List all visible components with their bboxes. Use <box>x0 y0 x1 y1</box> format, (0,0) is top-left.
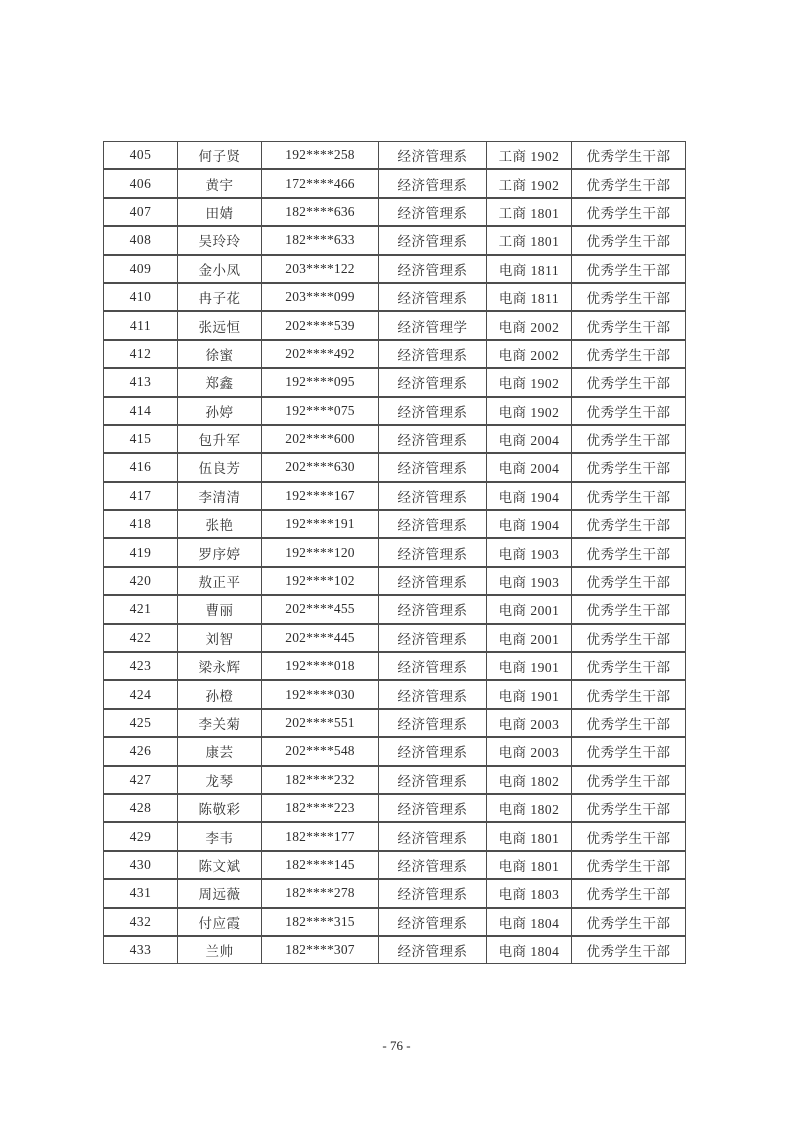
table-cell: 406 <box>129 175 152 191</box>
table-cell: 192****030 <box>261 681 378 707</box>
table-cell: 411 <box>129 317 152 333</box>
table-cell: 经济管理系 <box>378 199 486 225</box>
table-cell: 优秀学生干部 <box>571 568 685 594</box>
awards-table <box>103 141 686 964</box>
table-cell: 经济管理系 <box>378 483 486 509</box>
table-cell: 407 <box>129 203 152 219</box>
table-cell: 刘智 <box>177 625 261 651</box>
table-cell: 敖正平 <box>177 568 261 594</box>
table-cell: 电商 1804 <box>486 909 571 935</box>
table-cell: 408 <box>129 232 152 248</box>
table-cell: 电商 1901 <box>486 653 571 679</box>
table-cell: 经济管理学 <box>378 312 486 338</box>
table-cell: 金小凤 <box>177 256 261 282</box>
table-cell: 优秀学生干部 <box>571 454 685 480</box>
table-cell: 优秀学生干部 <box>571 681 685 707</box>
table-cell: 202****539 <box>261 312 378 338</box>
table-cell: 192****191 <box>261 511 378 537</box>
table-row <box>103 595 686 623</box>
table-cell: 413 <box>129 374 152 390</box>
table-row <box>103 879 686 907</box>
table-cell: 经济管理系 <box>378 426 486 452</box>
table-cell: 优秀学生干部 <box>571 369 685 395</box>
table-cell: 付应霞 <box>177 909 261 935</box>
table-cell: 张艳 <box>177 511 261 537</box>
table-cell: 冉子花 <box>177 284 261 310</box>
table-cell: 432 <box>129 913 152 929</box>
table-cell: 电商 1902 <box>486 369 571 395</box>
table-cell: 202****455 <box>261 596 378 622</box>
table-cell: 周远薇 <box>177 880 261 906</box>
table-cell: 202****492 <box>261 341 378 367</box>
table-cell: 工商 1801 <box>486 227 571 253</box>
table-row <box>103 567 686 595</box>
table-cell: 416 <box>129 459 152 475</box>
table-cell: 电商 2003 <box>486 710 571 736</box>
table-cell: 陈敬彩 <box>177 795 261 821</box>
table-row <box>103 397 686 425</box>
table-cell: 优秀学生干部 <box>571 738 685 764</box>
table-cell: 经济管理系 <box>378 284 486 310</box>
table-cell: 电商 1801 <box>486 823 571 849</box>
table-cell: 孙婷 <box>177 398 261 424</box>
table-cell: 吴玲玲 <box>177 227 261 253</box>
table-cell: 工商 1902 <box>486 142 571 168</box>
table-cell: 优秀学生干部 <box>571 767 685 793</box>
table-cell: 优秀学生干部 <box>571 142 685 168</box>
table-cell: 电商 1903 <box>486 568 571 594</box>
table-cell: 电商 1802 <box>486 767 571 793</box>
table-cell: 电商 1902 <box>486 398 571 424</box>
table-row <box>103 851 686 879</box>
table-cell: 经济管理系 <box>378 511 486 537</box>
table-cell: 电商 1811 <box>486 284 571 310</box>
table-row <box>103 936 686 964</box>
table-cell: 经济管理系 <box>378 539 486 565</box>
table-cell: 优秀学生干部 <box>571 511 685 537</box>
table-cell: 409 <box>129 260 152 276</box>
table-cell: 田婧 <box>177 199 261 225</box>
table-cell: 经济管理系 <box>378 880 486 906</box>
table-cell: 202****630 <box>261 454 378 480</box>
page-number: - 76 - <box>382 1038 411 1053</box>
table-cell: 192****167 <box>261 483 378 509</box>
table-cell: 优秀学生干部 <box>571 539 685 565</box>
table-cell: 425 <box>129 715 152 730</box>
table-cell: 经济管理系 <box>378 568 486 594</box>
table-cell: 电商 2001 <box>486 625 571 651</box>
table-cell: 412 <box>129 345 152 361</box>
table-cell: 罗序婷 <box>177 539 261 565</box>
table-cell: 经济管理系 <box>378 767 486 793</box>
table-cell: 182****145 <box>261 852 378 878</box>
table-cell: 优秀学生干部 <box>571 256 685 282</box>
table-row <box>103 794 686 822</box>
table-cell: 优秀学生干部 <box>571 227 685 253</box>
table-cell: 优秀学生干部 <box>571 937 685 963</box>
table-cell: 421 <box>129 601 152 617</box>
table-cell: 李清清 <box>177 483 261 509</box>
table-cell: 202****548 <box>261 738 378 764</box>
table-row <box>103 652 686 680</box>
table-cell: 414 <box>129 402 152 418</box>
table-cell: 428 <box>129 800 152 816</box>
table-cell: 电商 1901 <box>486 681 571 707</box>
table-cell: 182****636 <box>261 199 378 225</box>
table-row <box>103 453 686 481</box>
table-row <box>103 283 686 311</box>
table-cell: 优秀学生干部 <box>571 341 685 367</box>
table-row <box>103 737 686 765</box>
table-cell: 电商 1803 <box>486 880 571 906</box>
table-cell: 伍良芳 <box>177 454 261 480</box>
table-cell: 梁永辉 <box>177 653 261 679</box>
table-cell: 孙橙 <box>177 681 261 707</box>
table-cell: 经济管理系 <box>378 398 486 424</box>
table-cell: 电商 1903 <box>486 539 571 565</box>
table-cell: 182****315 <box>261 909 378 935</box>
table-row <box>103 482 686 510</box>
table-cell: 优秀学生干部 <box>571 596 685 622</box>
table-cell: 经济管理系 <box>378 852 486 878</box>
table-cell: 优秀学生干部 <box>571 170 685 196</box>
table-cell: 电商 1904 <box>486 483 571 509</box>
table-cell: 172****466 <box>261 170 378 196</box>
table-row <box>103 822 686 850</box>
table-row <box>103 766 686 794</box>
table-cell: 经济管理系 <box>378 653 486 679</box>
table-cell: 龙琴 <box>177 767 261 793</box>
table-cell: 202****445 <box>261 625 378 651</box>
table-cell: 419 <box>129 544 152 560</box>
table-cell: 经济管理系 <box>378 454 486 480</box>
table-cell: 优秀学生干部 <box>571 795 685 821</box>
table-row <box>103 709 686 737</box>
table-cell: 优秀学生干部 <box>571 483 685 509</box>
table-cell: 202****600 <box>261 426 378 452</box>
table-cell: 优秀学生干部 <box>571 199 685 225</box>
table-cell: 电商 2004 <box>486 426 571 452</box>
table-row <box>103 510 686 538</box>
table-cell: 经济管理系 <box>378 738 486 764</box>
table-cell: 192****258 <box>261 142 378 168</box>
table-cell: 424 <box>129 686 152 702</box>
table-cell: 192****095 <box>261 369 378 395</box>
table-cell: 郑鑫 <box>177 369 261 395</box>
table-cell: 电商 2001 <box>486 596 571 622</box>
table-cell: 经济管理系 <box>378 596 486 622</box>
table-cell: 电商 2004 <box>486 454 571 480</box>
table-cell: 418 <box>129 516 152 532</box>
table-cell: 182****633 <box>261 227 378 253</box>
table-cell: 182****232 <box>261 767 378 793</box>
table-row <box>103 340 686 368</box>
table-cell: 优秀学生干部 <box>571 284 685 310</box>
table-cell: 陈文斌 <box>177 852 261 878</box>
table-cell: 经济管理系 <box>378 256 486 282</box>
table-cell: 431 <box>129 885 152 901</box>
table-cell: 经济管理系 <box>378 625 486 651</box>
table-cell: 427 <box>129 771 152 787</box>
table-cell: 优秀学生干部 <box>571 653 685 679</box>
table-cell: 经济管理系 <box>378 909 486 935</box>
table-cell: 182****177 <box>261 823 378 849</box>
table-cell: 优秀学生干部 <box>571 426 685 452</box>
table-cell: 203****099 <box>261 284 378 310</box>
table-cell: 203****122 <box>261 256 378 282</box>
table-cell: 经济管理系 <box>378 795 486 821</box>
table-cell: 192****102 <box>261 568 378 594</box>
table-cell: 经济管理系 <box>378 681 486 707</box>
table-cell: 202****551 <box>261 710 378 736</box>
table-row <box>103 680 686 708</box>
table-cell: 优秀学生干部 <box>571 710 685 736</box>
table-cell: 192****075 <box>261 398 378 424</box>
table-cell: 192****120 <box>261 539 378 565</box>
table-row <box>103 169 686 197</box>
table-row <box>103 141 686 169</box>
table-cell: 电商 1804 <box>486 937 571 963</box>
table-cell: 电商 1904 <box>486 511 571 537</box>
table-cell: 经济管理系 <box>378 710 486 736</box>
table-cell: 经济管理系 <box>378 142 486 168</box>
table-cell: 420 <box>129 573 152 589</box>
page-footer <box>0 1038 793 1054</box>
table-cell: 李关菊 <box>177 710 261 736</box>
table-cell: 何子贤 <box>177 142 261 168</box>
table-cell: 电商 2003 <box>486 738 571 764</box>
table-cell: 417 <box>129 487 152 503</box>
table-cell: 经济管理系 <box>378 823 486 849</box>
table-cell: 工商 1801 <box>486 199 571 225</box>
table-cell: 优秀学生干部 <box>571 823 685 849</box>
table-row <box>103 624 686 652</box>
table-cell: 423 <box>129 658 152 674</box>
table-cell: 经济管理系 <box>378 341 486 367</box>
table-cell: 经济管理系 <box>378 369 486 395</box>
table-row <box>103 425 686 453</box>
table-cell: 电商 2002 <box>486 312 571 338</box>
table-row <box>103 368 686 396</box>
table-row <box>103 538 686 566</box>
table-cell: 徐蜜 <box>177 341 261 367</box>
table-cell: 182****307 <box>261 937 378 963</box>
table-cell: 李韦 <box>177 823 261 849</box>
table-cell: 优秀学生干部 <box>571 625 685 651</box>
table-cell: 张远恒 <box>177 312 261 338</box>
table-cell: 经济管理系 <box>378 227 486 253</box>
table-row <box>103 226 686 254</box>
table-cell: 415 <box>129 431 152 447</box>
table-cell: 优秀学生干部 <box>571 312 685 338</box>
table-cell: 优秀学生干部 <box>571 398 685 424</box>
table-cell: 电商 1802 <box>486 795 571 821</box>
table-cell: 经济管理系 <box>378 937 486 963</box>
table-cell: 黄宇 <box>177 170 261 196</box>
table-cell: 429 <box>129 828 152 844</box>
table-cell: 192****018 <box>261 653 378 679</box>
table-row <box>103 198 686 226</box>
table-cell: 康芸 <box>177 738 261 764</box>
table-row <box>103 311 686 339</box>
table-cell: 电商 1811 <box>486 256 571 282</box>
table-cell: 405 <box>129 147 152 163</box>
table-cell: 422 <box>129 629 152 645</box>
table-cell: 工商 1902 <box>486 170 571 196</box>
table-cell: 430 <box>129 856 152 872</box>
table-cell: 包升军 <box>177 426 261 452</box>
table-cell: 优秀学生干部 <box>571 852 685 878</box>
table-cell: 兰帅 <box>177 937 261 963</box>
table-cell: 电商 2002 <box>486 341 571 367</box>
table-cell: 电商 1801 <box>486 852 571 878</box>
table-row <box>103 255 686 283</box>
table-cell: 410 <box>129 289 152 305</box>
table-row <box>103 908 686 936</box>
table-cell: 426 <box>129 743 152 759</box>
table-cell: 优秀学生干部 <box>571 909 685 935</box>
table-cell: 优秀学生干部 <box>571 880 685 906</box>
table-cell: 182****278 <box>261 880 378 906</box>
table-cell: 曹丽 <box>177 596 261 622</box>
table-cell: 433 <box>129 942 152 958</box>
table-cell: 182****223 <box>261 795 378 821</box>
table-cell: 经济管理系 <box>378 170 486 196</box>
